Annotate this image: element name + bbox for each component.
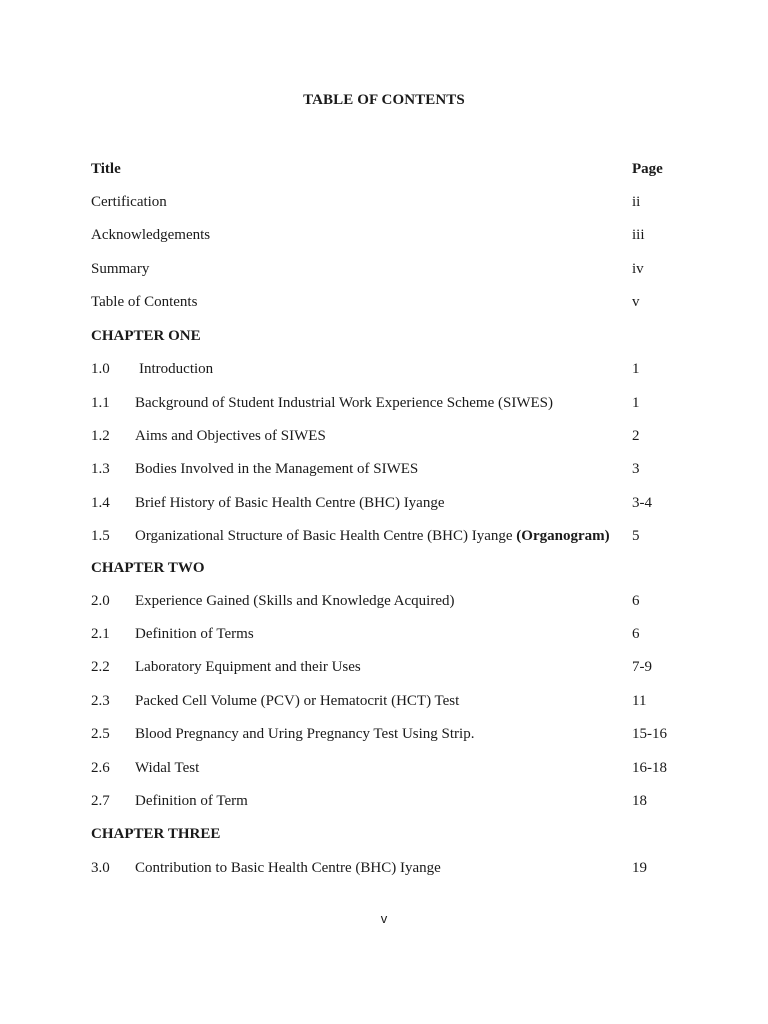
- toc-entry: [91, 426, 691, 446]
- toc-entry-page: 3-4: [632, 495, 652, 511]
- toc-entry-label: Laboratory Equipment and their Uses: [135, 659, 361, 675]
- toc-entry-page: 1: [632, 361, 640, 377]
- toc-entry-label: Aims and Objectives of SIWES: [135, 428, 326, 444]
- toc-entry-label: Packed Cell Volume (PCV) or Hematocrit (HCT) Test: [135, 693, 460, 709]
- toc-entry: [91, 624, 691, 644]
- toc-entry: [91, 192, 691, 212]
- toc-entry-number: 3.0: [91, 860, 110, 876]
- toc-entry-number: 1.4: [91, 495, 110, 511]
- toc-entry: [91, 858, 691, 878]
- toc-entry-page: 6: [632, 593, 640, 609]
- toc-entry-number: 1.5: [91, 528, 110, 544]
- toc-entry-number: 1.1: [91, 395, 110, 411]
- toc-entry: [91, 259, 691, 279]
- toc-entry: [91, 526, 691, 546]
- toc-entry: [91, 691, 691, 711]
- footer-page-number: v: [380, 911, 388, 926]
- toc-entry-label: Widal Test: [135, 760, 200, 776]
- toc-entry-page: 6: [632, 626, 640, 642]
- toc-entry: [91, 359, 691, 379]
- toc-entry-label: Brief History of Basic Health Centre (BHC) Iyange: [135, 495, 445, 511]
- toc-entry-number: 2.3: [91, 693, 110, 709]
- toc-entry-number: 2.7: [91, 793, 110, 809]
- toc-entry-label: Organizational Structure of Basic Health Centre (BHC) Iyange: [135, 528, 513, 544]
- toc-entry-page: 16-18: [632, 760, 667, 776]
- toc-entry: [91, 493, 691, 513]
- toc-entry-page: 18: [632, 793, 647, 809]
- toc-entry-page: iii: [632, 227, 645, 243]
- page-title: TABLE OF CONTENTS: [303, 92, 465, 108]
- toc-entry-page: 19: [632, 860, 647, 876]
- toc-entry-label: Table of Contents: [91, 294, 198, 310]
- toc-entry-label: Acknowledgements: [91, 227, 211, 243]
- toc-entry-label: Background of Student Industrial Work Experience Scheme (SIWES): [135, 395, 553, 411]
- toc-entry-number: 1.2: [91, 428, 110, 444]
- toc-entry-page: 1: [632, 395, 640, 411]
- toc-entry-label: Bodies Involved in the Management of SIWES: [135, 461, 419, 477]
- toc-entry: [91, 393, 691, 413]
- toc-entry-page: 5: [632, 528, 640, 544]
- toc-entry-number: 2.2: [91, 659, 110, 675]
- toc-entry: [91, 657, 691, 677]
- toc-entry-label-emphasis: (Organogram): [516, 528, 610, 544]
- chapter-two-heading: CHAPTER TWO: [91, 560, 205, 576]
- toc-entry-label: Introduction: [139, 361, 214, 377]
- toc-entry: [91, 292, 691, 312]
- toc-entry-page: 3: [632, 461, 640, 477]
- toc-entry-label: Experience Gained (Skills and Knowledge Acquired): [135, 593, 455, 609]
- toc-entry: [91, 758, 691, 778]
- toc-entry: [91, 591, 691, 611]
- toc-entry-number: 2.1: [91, 626, 110, 642]
- toc-entry-number: 2.5: [91, 726, 110, 742]
- toc-entry-page: iv: [632, 261, 644, 277]
- toc-entry-label-wrapper: [135, 526, 610, 546]
- toc-entry-label: Contribution to Basic Health Centre (BHC) Iyange: [135, 860, 441, 876]
- toc-entry-page: 11: [632, 693, 647, 709]
- toc-entry: [91, 459, 691, 479]
- toc-entry-number: 2.0: [91, 593, 110, 609]
- toc-entry-label: Blood Pregnancy and Uring Pregnancy Test Using Strip.: [135, 726, 475, 742]
- chapter-three-heading: CHAPTER THREE: [91, 826, 221, 842]
- toc-entry-number: 2.6: [91, 760, 110, 776]
- title-column-header: Title: [91, 161, 121, 177]
- toc-entry: [91, 724, 691, 744]
- toc-entry-number: 1.0: [91, 361, 110, 377]
- toc-entry-label: Certification: [91, 194, 167, 210]
- toc-entry-label: Definition of Terms: [135, 626, 254, 642]
- toc-entry-page: v: [632, 294, 640, 310]
- toc-entry: [91, 791, 691, 811]
- chapter-one-heading: CHAPTER ONE: [91, 328, 201, 344]
- page-column-header: Page: [632, 161, 663, 177]
- toc-entry-number: 1.3: [91, 461, 110, 477]
- toc-entry-page: 7-9: [632, 659, 652, 675]
- toc-entry-page: 2: [632, 428, 640, 444]
- toc-entry: [91, 225, 691, 245]
- toc-header-row: [91, 159, 691, 179]
- toc-entry-page: 15-16: [632, 726, 667, 742]
- toc-entry-page: ii: [632, 194, 641, 210]
- toc-entry-label: Definition of Term: [135, 793, 248, 809]
- toc-entry-label: Summary: [91, 261, 150, 277]
